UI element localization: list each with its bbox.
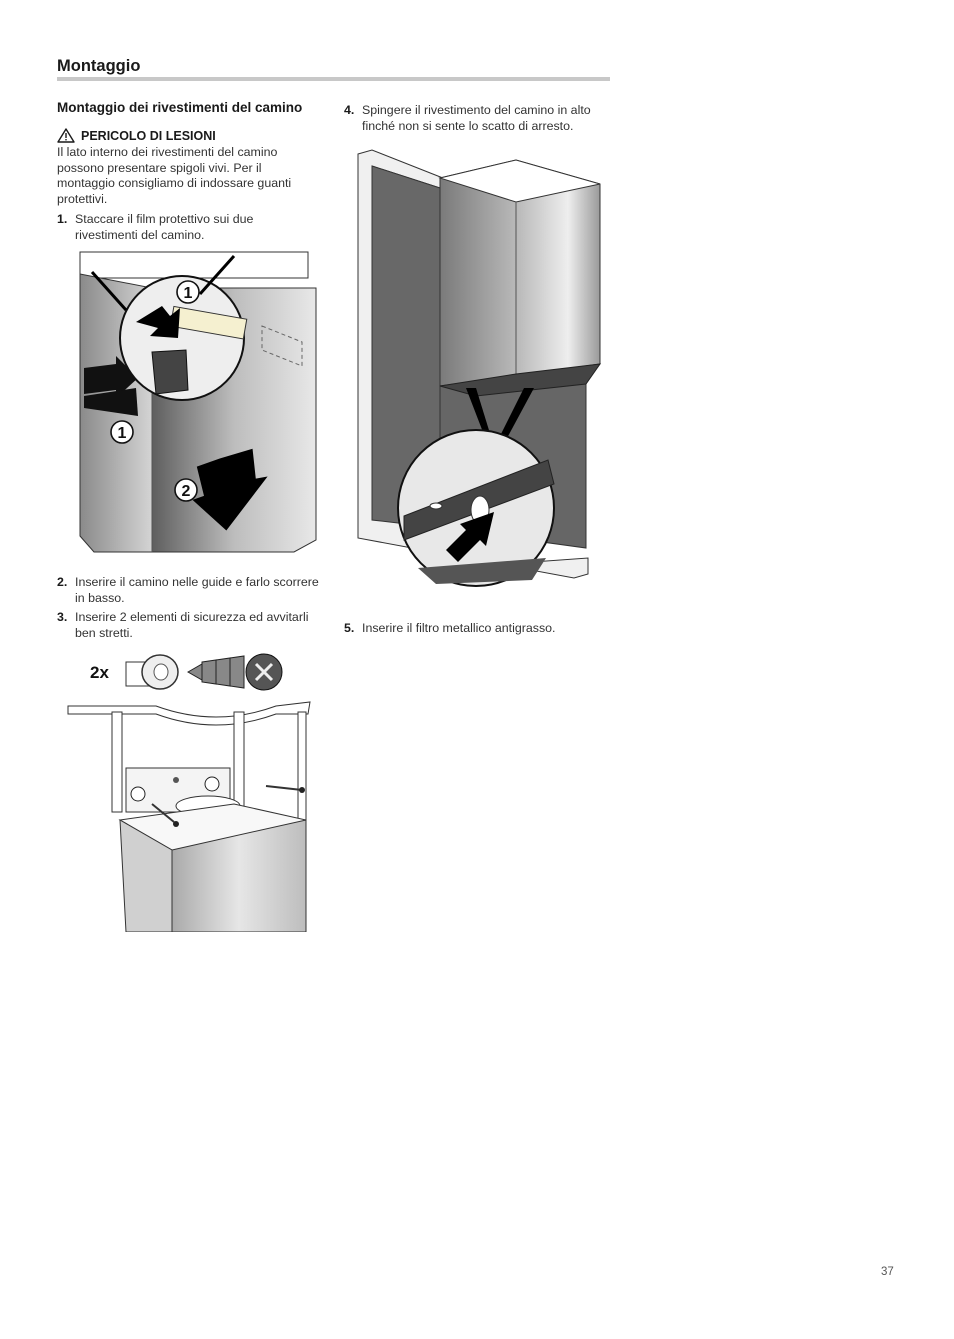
figure-push-chimney bbox=[356, 148, 604, 598]
title-rule bbox=[57, 77, 610, 81]
step-number: 2. bbox=[57, 575, 68, 589]
svg-text:2: 2 bbox=[181, 483, 191, 500]
step-text-line1: Staccare il film protettivo sui due bbox=[75, 212, 254, 226]
step-1 bbox=[57, 212, 327, 244]
step-4 bbox=[344, 103, 614, 135]
step-text-line1: Spingere il rivestimento del camino in alto bbox=[362, 103, 591, 117]
warning-triangle-icon bbox=[57, 128, 75, 143]
callout-1-top bbox=[177, 281, 199, 303]
svg-text:2x: 2x bbox=[90, 663, 109, 682]
figure-remove-film bbox=[76, 248, 320, 556]
step-text-line1: Inserire il filtro metallico antigrasso. bbox=[362, 621, 556, 635]
step-number: 5. bbox=[344, 621, 355, 635]
page-number: 37 bbox=[881, 1266, 894, 1278]
step-number: 3. bbox=[57, 610, 68, 624]
step-5 bbox=[344, 621, 614, 637]
warning-text: Il lato interno dei rivestimenti del camino possono presentare spigoli vivi. Per il montaggio consigliamo di indossare guanti protettivi. bbox=[57, 145, 292, 206]
svg-text:1: 1 bbox=[117, 425, 127, 442]
step-text-line2: finché non si sente lo scatto di arresto. bbox=[362, 118, 574, 133]
callout-2 bbox=[175, 479, 197, 501]
warning-heading bbox=[57, 128, 216, 143]
callout-1-left bbox=[111, 421, 133, 443]
step-number: 4. bbox=[344, 103, 355, 117]
warning-heading-text: PERICOLO DI LESIONI bbox=[81, 128, 216, 143]
step-text-line1: Inserire il camino nelle guide e farlo scorrere bbox=[75, 575, 319, 589]
step-text-line2: in basso. bbox=[75, 590, 125, 605]
step-number: 1. bbox=[57, 212, 68, 226]
figure-screws bbox=[88, 650, 288, 694]
step-2 bbox=[57, 575, 327, 607]
screw-icon bbox=[188, 654, 282, 690]
step-3 bbox=[57, 610, 327, 642]
step-text-line2: rivestimenti del camino. bbox=[75, 227, 205, 242]
subsection-title: Montaggio dei rivestimenti del camino bbox=[57, 100, 303, 115]
svg-text:1: 1 bbox=[183, 285, 193, 302]
step-text-line2: ben stretti. bbox=[75, 625, 133, 640]
section-title: Montaggio bbox=[57, 57, 141, 75]
step-text-line1: Inserire 2 elementi di sicurezza ed avvitarli bbox=[75, 610, 309, 624]
figure-fasten-chimney bbox=[66, 700, 312, 932]
